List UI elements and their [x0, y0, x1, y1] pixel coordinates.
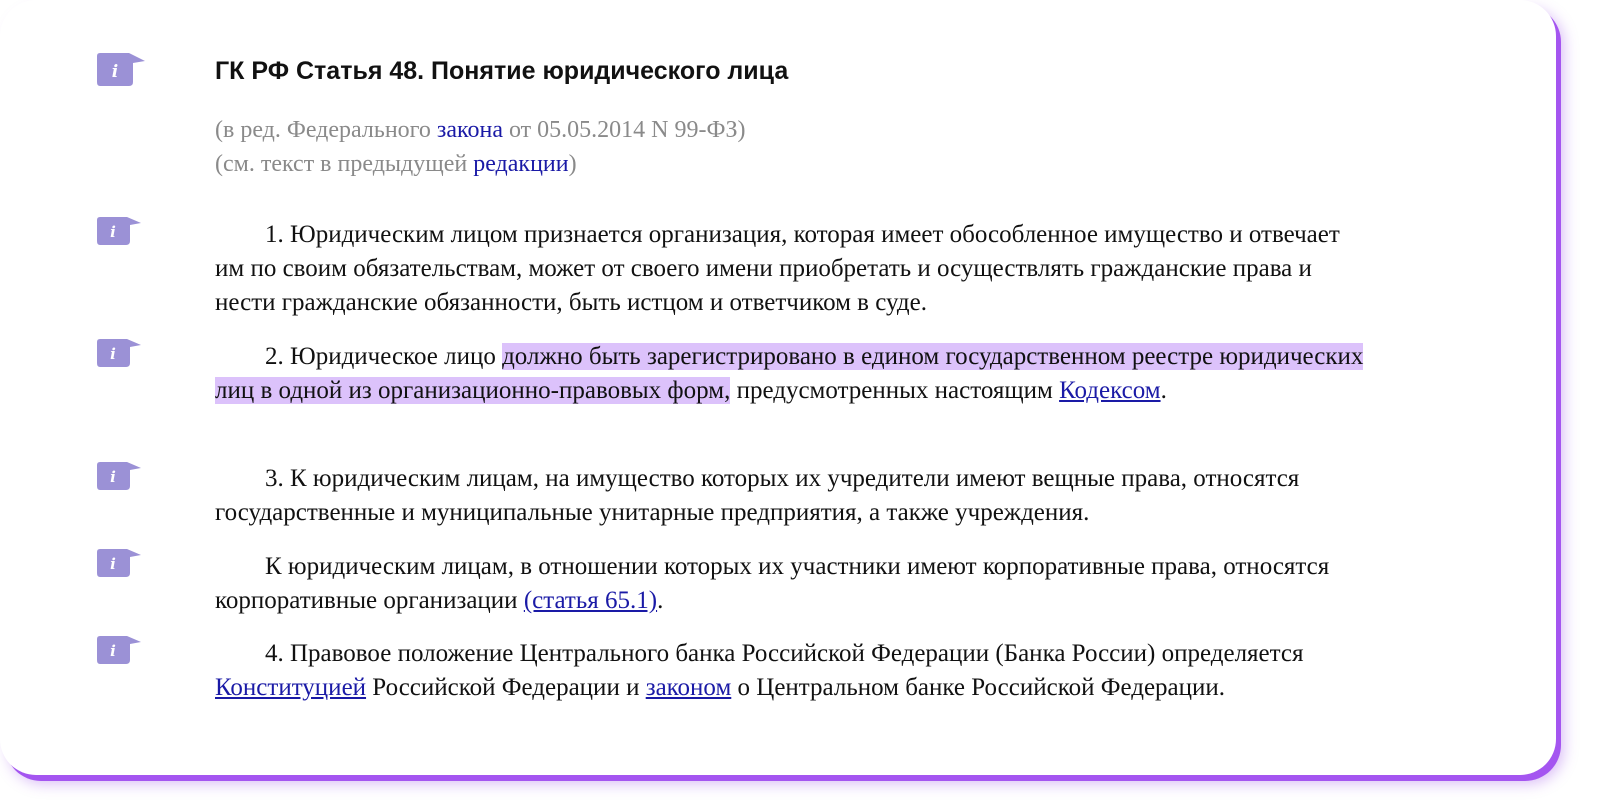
paragraph-text: предусмотренных настоящим	[730, 377, 1060, 404]
paragraph-text: Российской Федерации и	[366, 674, 646, 701]
paragraph-text: 4. Правовое положение Центрального банка Российской Федерации (Банка России) определяется	[265, 640, 1304, 667]
paragraph-4	[215, 550, 1365, 618]
paragraph-text: 3. К юридическим лицам, на имущество которых их учредители имеют вещные права, относятся государственные и муниципальные унитарные предприятия, а также учреждения.	[215, 465, 1300, 526]
info-comment-icon[interactable]	[97, 461, 141, 495]
info-comment-icon[interactable]	[97, 52, 141, 86]
paragraph-text: .	[657, 587, 664, 614]
svg-text:i: i	[110, 223, 116, 241]
svg-text:i: i	[110, 345, 116, 363]
svg-text:i: i	[111, 62, 119, 82]
constitution-link[interactable]: Конституцией	[215, 674, 367, 701]
paragraph-3	[215, 462, 1365, 530]
edition-line-1	[215, 113, 745, 147]
edition-note	[215, 113, 745, 181]
paragraph-text: 2. Юридическое лицо	[265, 343, 503, 370]
paragraph-2	[215, 340, 1365, 408]
edition-line-2	[215, 147, 745, 181]
svg-text:i: i	[110, 555, 116, 573]
paragraph-text: 1. Юридическим лицом признается организация, которая имеет обособленное имущество и отвечает им по своим обязательствам, может от своего имени приобретать и осуществлять гражданские права и нести гражданские обязанности, быть истцом и ответчиком в суде.	[215, 221, 1340, 316]
info-comment-icon[interactable]	[97, 635, 141, 669]
edition-text: (см. текст в предыдущей	[215, 151, 474, 177]
previous-edition-link[interactable]: редакции	[473, 151, 569, 177]
paragraph-text: К юридическим лицам, в отношении которых их участники имеют корпоративные права, относятся корпоративные организации	[215, 553, 1330, 614]
paragraph-text: о Центральном банке Российской Федерации.	[731, 674, 1226, 701]
central-bank-law-link[interactable]: законом	[645, 674, 732, 701]
paragraph-text: .	[1160, 377, 1167, 404]
paragraph-1	[215, 218, 1365, 320]
paragraph-5	[215, 637, 1365, 705]
edition-text: (в ред. Федерального	[215, 117, 437, 143]
svg-text:i: i	[110, 642, 116, 660]
article-title: ГК РФ Статья 48. Понятие юридического лица	[215, 57, 789, 85]
law-link[interactable]: закона	[436, 117, 503, 143]
edition-text: от 05.05.2014 N 99-ФЗ)	[502, 117, 746, 143]
info-comment-icon[interactable]	[97, 216, 141, 250]
svg-text:i: i	[110, 468, 116, 486]
info-comment-icon[interactable]	[97, 338, 141, 372]
code-link[interactable]: Кодексом	[1059, 377, 1161, 404]
article-65-1-link[interactable]: (статья 65.1)	[523, 587, 658, 614]
highlighted-text: должно быть зарегистрировано в едином государственном реестре юридических лиц в одной из организационно-правовых форм,	[215, 343, 1364, 404]
info-comment-icon[interactable]	[97, 548, 141, 582]
edition-text: )	[568, 151, 577, 177]
